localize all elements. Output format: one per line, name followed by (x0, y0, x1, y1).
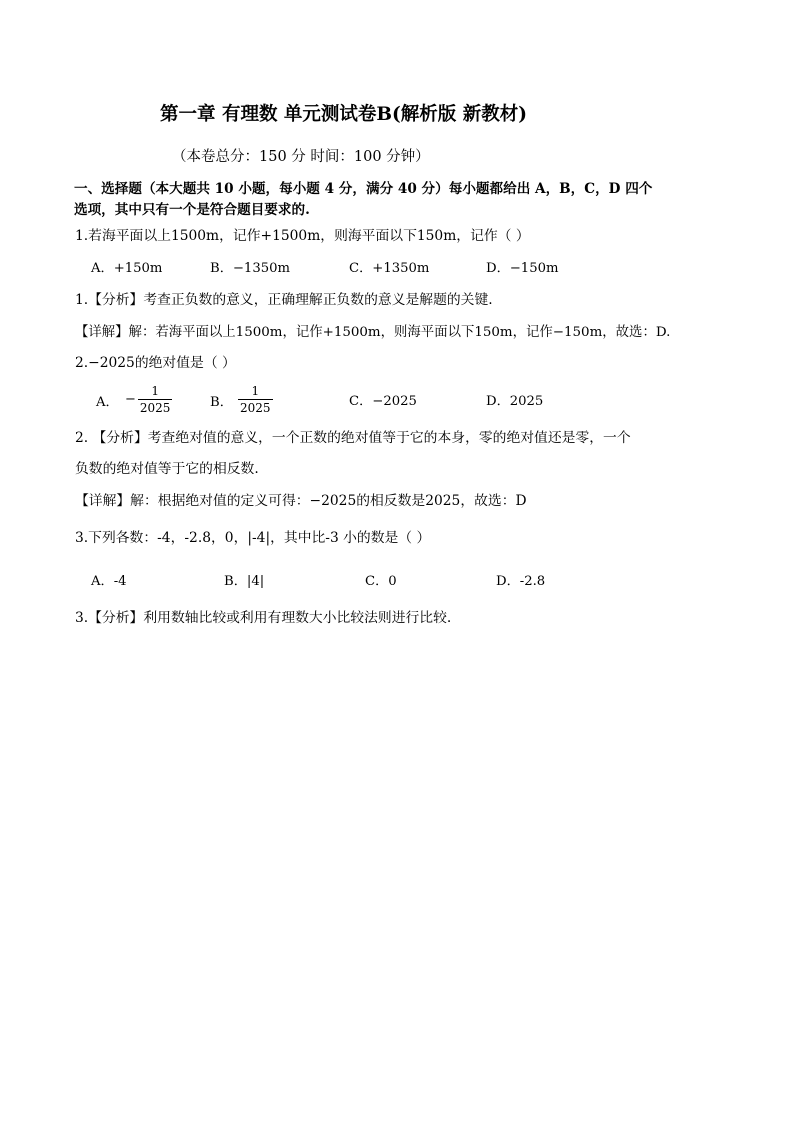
page-title: 第一章 有理数 单元测试卷B(解析版 新教材) (160, 104, 527, 125)
question-2-stem: 2.−2025的绝对值是（ ） (75, 355, 236, 371)
question-1-detail: 【详解】解：若海平面以上1500m，记作+1500m，则海平面以下150m，记作−150m，故选：D. (75, 325, 671, 340)
denominator: 2025 (139, 401, 171, 415)
question-2-option-c: C．−2025 (349, 394, 417, 409)
question-2-option-d: D．2025 (486, 394, 544, 409)
question-3-stem: 3.下列各数：-4，-2.8，0，|-4|，其中比-3 小的数是（ ） (75, 530, 431, 546)
section-heading-line2: 选项，其中只有一个是符合题目要求的. (74, 202, 310, 218)
section-heading-line1: 一、选择题（本大题共 10 小题，每小题 4 分，满分 40 分）每小题都给出 A，B，C，D 四个 (74, 181, 653, 197)
question-2-option-b-label: B． (210, 395, 233, 410)
question-1-option-a: A．+150m (91, 261, 163, 276)
question-1-option-d: D．−150m (486, 261, 559, 276)
question-3-option-d: D．-2.8 (496, 574, 546, 589)
numerator: 1 (151, 384, 159, 398)
question-3-analysis: 3.【分析】利用数轴比较或利用有理数大小比较法则进行比较. (75, 610, 452, 626)
question-1-analysis: 1.【分析】考查正负数的意义，正确理解正负数的意义是解题的关键. (75, 292, 493, 308)
question-2-option-b-fraction (238, 385, 273, 414)
question-2-option-a-fraction (125, 385, 172, 414)
question-2-analysis-line2: 负数的绝对值等于它的相反数. (75, 461, 259, 477)
question-3-option-b: B．|4| (224, 574, 265, 589)
exam-info: （本卷总分：150 分 时间：100 分钟） (172, 149, 430, 165)
denominator: 2025 (240, 401, 271, 415)
numerator: 1 (251, 384, 260, 398)
question-3-option-c: C．0 (365, 574, 397, 589)
question-2-detail: 【详解】解：根据绝对值的定义可得：−2025的相反数是2025，故选：D (75, 493, 527, 509)
question-3-option-a: A．-4 (91, 574, 127, 589)
question-2-option-a-label: A． (96, 395, 119, 410)
question-1-option-b: B．−1350m (210, 261, 290, 276)
question-1-stem: 1.若海平面以上1500m，记作+1500m，则海平面以下150m，记作（ ） (75, 228, 530, 244)
question-2-analysis-line1: 2. 【分析】考查绝对值的意义，一个正数的绝对值等于它的本身，零的绝对值还是零，一个 (75, 430, 631, 446)
minus-sign: − (125, 392, 136, 407)
question-1-option-c: C．+1350m (349, 261, 430, 276)
